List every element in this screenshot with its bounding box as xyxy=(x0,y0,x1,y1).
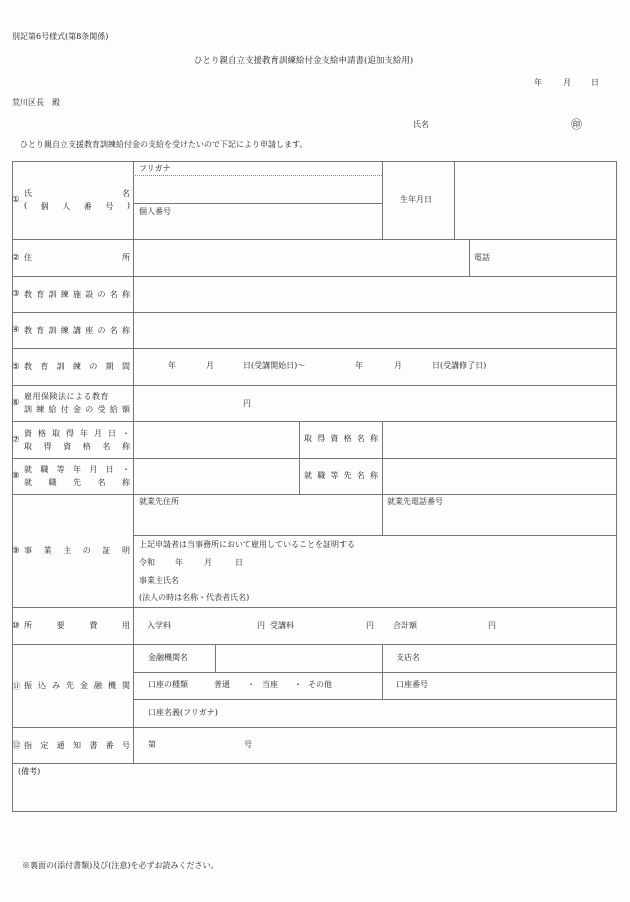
label-char: 明 xyxy=(121,546,130,555)
label-name-line2 xyxy=(24,201,130,212)
label-char: 込 xyxy=(38,681,46,690)
start-year-label: 年 xyxy=(168,361,176,370)
label-char: 事 xyxy=(24,546,32,555)
account-type-other[interactable]: その他 xyxy=(308,680,332,689)
label-char: 給 xyxy=(109,405,118,414)
label-char: 取 xyxy=(304,434,312,443)
account-type-separator: ・ xyxy=(247,680,255,689)
label-char: み xyxy=(52,681,60,690)
tuition-fee-label: 受講料 xyxy=(270,621,294,630)
certification-statement: 上記申請者は当事務所において雇用していることを証明する xyxy=(139,540,355,549)
label-char: 名 xyxy=(102,441,111,451)
total-field[interactable] xyxy=(420,612,486,638)
furigana-label: フリガナ xyxy=(139,164,171,173)
label-char: 号 xyxy=(105,202,114,211)
label-char: 取 xyxy=(24,441,32,451)
label-char: 年 xyxy=(72,465,81,474)
date-month-label: 月 xyxy=(563,78,571,87)
label-char: 育 xyxy=(36,325,45,335)
label-char: 号 xyxy=(121,740,130,750)
account-type-separator: ・ xyxy=(294,680,302,689)
address-field[interactable] xyxy=(134,240,468,275)
label-line xyxy=(24,441,130,452)
qualification-name-field[interactable] xyxy=(383,422,616,457)
label-char: 練 xyxy=(72,362,81,371)
label-notice-number xyxy=(12,727,133,763)
qualification-divider-a xyxy=(299,421,300,494)
label-char: 知 xyxy=(72,740,81,750)
label-char: 書 xyxy=(89,740,98,750)
tuition-fee-field[interactable] xyxy=(298,612,364,638)
admission-fee-label: 入学料 xyxy=(147,621,171,630)
account-holder-label: 口座名義(フリガナ) xyxy=(148,708,218,717)
branch-field[interactable] xyxy=(430,645,616,671)
start-month-label: 月 xyxy=(206,361,214,370)
label-char: 用 xyxy=(121,621,130,630)
notice-dai-label: 第 xyxy=(148,740,156,749)
remarks-field[interactable] xyxy=(13,778,616,811)
label-char: 得 xyxy=(43,441,52,451)
birthdate-left-divider xyxy=(382,161,383,239)
label-char: 通 xyxy=(56,740,65,750)
label-char: 業 xyxy=(43,546,52,555)
label-char: 間 xyxy=(121,362,130,371)
label-char: 先 xyxy=(343,471,352,480)
label-char: 等 xyxy=(56,465,65,474)
intro-text: ひとり親自立支援教育訓練給付金の支給を受けたいので下記により申請します。 xyxy=(20,140,308,149)
label-line xyxy=(24,464,130,475)
label-char: 指 xyxy=(24,740,32,750)
label-char: 練 xyxy=(60,325,69,335)
label-qualification-date xyxy=(12,421,133,458)
benefit-yen-label: 円 xyxy=(243,399,251,408)
tuition-yen-label: 円 xyxy=(366,621,374,630)
label-char: 名 xyxy=(97,478,106,487)
label-char: 就 xyxy=(304,471,312,480)
label-char: 年 xyxy=(80,428,88,438)
label-char: 付 xyxy=(60,405,69,414)
benefit-amount-field[interactable] xyxy=(134,386,239,420)
account-type-label: 口座の種類 xyxy=(148,680,188,689)
label-line xyxy=(24,428,130,439)
item-number: ③ xyxy=(12,289,20,299)
label-line xyxy=(24,477,130,488)
certification-divider xyxy=(133,535,617,536)
bank-name-label: 金融機関名 xyxy=(148,653,188,662)
date-day-label: 日 xyxy=(591,78,599,87)
admission-yen-label: 円 xyxy=(257,621,265,630)
total-label: 合計額 xyxy=(393,621,417,630)
workplace-address-label: 就業先住所 xyxy=(139,497,179,506)
label-char: 主 xyxy=(63,546,72,555)
label-char: 所 xyxy=(24,621,32,630)
label-char: 就 xyxy=(24,465,32,474)
birthdate-field[interactable] xyxy=(455,162,616,238)
label-char: 金 xyxy=(80,681,88,690)
label-char: 練 xyxy=(60,289,69,299)
birthdate-label: 生年月日 xyxy=(400,195,432,204)
label-char: 所 xyxy=(122,253,130,262)
label-char: 称 xyxy=(122,325,130,335)
label-char: ( xyxy=(24,201,28,210)
label-char: 期 xyxy=(105,362,114,371)
label-char: 資 xyxy=(63,441,72,451)
label-char: 番 xyxy=(83,202,92,211)
label-char: 名 xyxy=(109,325,118,335)
item-number: ⑤ xyxy=(12,361,20,372)
label-char: 費 xyxy=(89,621,98,630)
form-number: 別記第6号様式(第8条関係) xyxy=(12,32,109,41)
label-char: 就 xyxy=(24,478,32,487)
label-char: 金 xyxy=(73,405,81,414)
end-day-label: 日(受講修了日) xyxy=(432,361,487,370)
employer-signature-field[interactable] xyxy=(190,572,610,588)
item-number: ⑦ xyxy=(12,434,20,445)
label-char: 講 xyxy=(73,325,81,335)
item-number: ⑨ xyxy=(12,545,20,556)
label-address xyxy=(12,239,133,276)
label-char: 練 xyxy=(36,405,45,414)
item-number: ② xyxy=(12,252,20,263)
label-char: 格 xyxy=(82,441,91,451)
account-type-ordinary[interactable]: 普通 xyxy=(214,680,230,689)
item-number: ④ xyxy=(12,325,20,335)
label-char: 称 xyxy=(369,471,378,480)
bank-name-field[interactable] xyxy=(216,645,381,671)
item-number: ⑧ xyxy=(12,471,20,481)
cert-era-label: 令和 xyxy=(139,558,155,567)
label-name xyxy=(12,161,133,239)
label-char: の xyxy=(85,405,94,414)
label-char: 名 xyxy=(109,289,118,299)
label-char: 得 xyxy=(317,434,326,443)
employer-name-label xyxy=(304,472,378,480)
name-field[interactable] xyxy=(134,176,381,202)
label-char: 月 xyxy=(89,465,98,474)
workplace-phone-label: 就業先電話番号 xyxy=(387,497,443,506)
item-number: ⑫ xyxy=(12,741,21,751)
label-char: 名 xyxy=(122,189,130,198)
label-char: 得 xyxy=(66,428,74,438)
label-required-costs xyxy=(12,607,133,644)
label-employer-certification xyxy=(12,494,133,607)
mynumber-field[interactable] xyxy=(134,217,381,238)
label-char: 教 xyxy=(24,362,32,371)
label-char: 職 xyxy=(40,465,49,474)
label-char: 名 xyxy=(356,471,365,480)
phone-divider xyxy=(469,239,470,276)
course-name-field[interactable] xyxy=(134,313,616,347)
label-char: 施 xyxy=(73,289,81,299)
facility-name-field[interactable] xyxy=(134,277,616,311)
branch-label: 支店名 xyxy=(396,653,420,662)
label-char: 教 xyxy=(24,325,32,335)
phone-field[interactable] xyxy=(495,240,616,275)
qualification-name-label xyxy=(304,435,378,443)
branch-divider xyxy=(382,644,383,699)
label-char: 称 xyxy=(121,441,130,451)
label-char: 関 xyxy=(122,681,130,690)
label-char: 振 xyxy=(24,681,32,690)
label-char: 日 xyxy=(105,465,114,474)
label-char: 機 xyxy=(108,681,116,690)
date-year-label: 年 xyxy=(534,78,542,87)
remarks-label: (備考) xyxy=(18,767,41,776)
employment-date-field[interactable] xyxy=(134,459,298,493)
row-divider xyxy=(12,763,617,764)
label-char: 教 xyxy=(24,289,32,299)
mynumber-divider xyxy=(133,203,382,204)
label-char: 定 xyxy=(40,740,49,750)
total-yen-label: 円 xyxy=(488,621,496,630)
label-char: 座 xyxy=(85,325,94,335)
label-char: ・ xyxy=(122,428,130,438)
account-number-field[interactable] xyxy=(440,673,616,698)
label-char: の xyxy=(97,325,106,335)
form-title: ひとり親自立支援教育訓練給付金支給申請書(追加支給用) xyxy=(194,56,414,66)
cert-day-label: 日 xyxy=(235,558,243,567)
employer-signature-label: 事業主氏名 xyxy=(139,576,179,585)
label-char: 給 xyxy=(48,405,57,414)
item-number: ⑥ xyxy=(12,398,20,408)
label-char: 設 xyxy=(85,289,94,299)
label-char: 称 xyxy=(122,289,130,299)
label-char: 要 xyxy=(56,621,65,630)
label-training-period xyxy=(12,348,133,385)
label-line: 雇用保険法による教育 xyxy=(24,392,109,401)
end-month-label: 月 xyxy=(394,361,402,370)
account-type-checking[interactable]: 当座 xyxy=(262,680,278,689)
mynumber-label: 個人番号 xyxy=(139,207,171,216)
label-char: 訓 xyxy=(24,405,32,414)
notice-go-label: 号 xyxy=(244,740,252,749)
workplace-address-field[interactable] xyxy=(134,507,381,534)
corporation-note: (法人の時は名称・代表者氏名) xyxy=(139,593,250,602)
label-char: 訓 xyxy=(48,289,57,299)
applicant-name-label: 氏名 xyxy=(413,120,429,129)
label-char: 称 xyxy=(122,478,130,487)
label-char: の xyxy=(97,289,106,299)
label-employment-date xyxy=(12,458,133,494)
addressee: 荒川区長 殿 xyxy=(12,98,60,107)
label-char: 融 xyxy=(94,681,102,690)
item-number: ⑪ xyxy=(12,681,21,692)
label-char: 取 xyxy=(52,428,60,438)
label-char: 日 xyxy=(108,428,116,438)
label-bank-account xyxy=(12,644,133,727)
label-char: 格 xyxy=(38,428,46,438)
label-char: 月 xyxy=(94,428,102,438)
label-char: 名 xyxy=(356,434,365,443)
account-number-label: 口座番号 xyxy=(396,680,428,689)
start-day-label: 日(受講開始日)～ xyxy=(243,361,306,370)
label-char: 証 xyxy=(102,546,111,555)
label-char: 等 xyxy=(330,471,339,480)
item-number: ① xyxy=(12,195,20,205)
item-number: ⑩ xyxy=(12,620,20,631)
label-char: 先 xyxy=(66,681,74,690)
label-char: 先 xyxy=(73,478,81,487)
label-char: 受 xyxy=(97,405,106,414)
notice-number-field[interactable] xyxy=(160,731,240,757)
label-employment-insurance-benefit xyxy=(12,385,133,421)
label-char: 育 xyxy=(40,362,49,371)
label-char: 資 xyxy=(330,434,339,443)
account-holder-field[interactable] xyxy=(240,700,616,726)
qualification-date-field[interactable] xyxy=(134,422,298,457)
label-char: 額 xyxy=(122,405,130,414)
admission-fee-field[interactable] xyxy=(175,612,255,638)
employer-name-field[interactable] xyxy=(383,459,616,493)
cert-month-label: 月 xyxy=(204,558,212,567)
label-char: の xyxy=(89,362,98,371)
label-char: ・ xyxy=(121,465,130,474)
label-char: 住 xyxy=(24,253,32,262)
label-char: 格 xyxy=(343,434,352,443)
label-char: 人 xyxy=(62,202,71,211)
label-char: 氏 xyxy=(24,189,32,198)
label-line xyxy=(24,404,130,415)
label-char: ) xyxy=(126,201,130,210)
label-char: 称 xyxy=(369,434,378,443)
label-char: 訓 xyxy=(56,362,65,371)
label-char: 職 xyxy=(317,471,326,480)
workplace-phone-field[interactable] xyxy=(383,507,616,534)
cert-year-label: 年 xyxy=(175,558,183,567)
end-year-label: 年 xyxy=(355,361,363,370)
label-char: 育 xyxy=(36,289,45,299)
label-char: 資 xyxy=(24,428,32,438)
phone-label: 電話 xyxy=(474,253,490,262)
label-course-name xyxy=(12,312,133,348)
seal-mark: ㊞ xyxy=(571,118,582,131)
label-char: 個 xyxy=(40,202,49,211)
label-char: の xyxy=(82,546,91,555)
label-char: 訓 xyxy=(48,325,57,335)
label-facility-name xyxy=(12,276,133,312)
footer-note: ※裏面の(添付書類)及び(注意)を必ずお読みください。 xyxy=(22,861,219,870)
label-char: 職 xyxy=(48,478,57,487)
label-name-line1 xyxy=(24,188,130,199)
label-char: 番 xyxy=(105,740,114,750)
